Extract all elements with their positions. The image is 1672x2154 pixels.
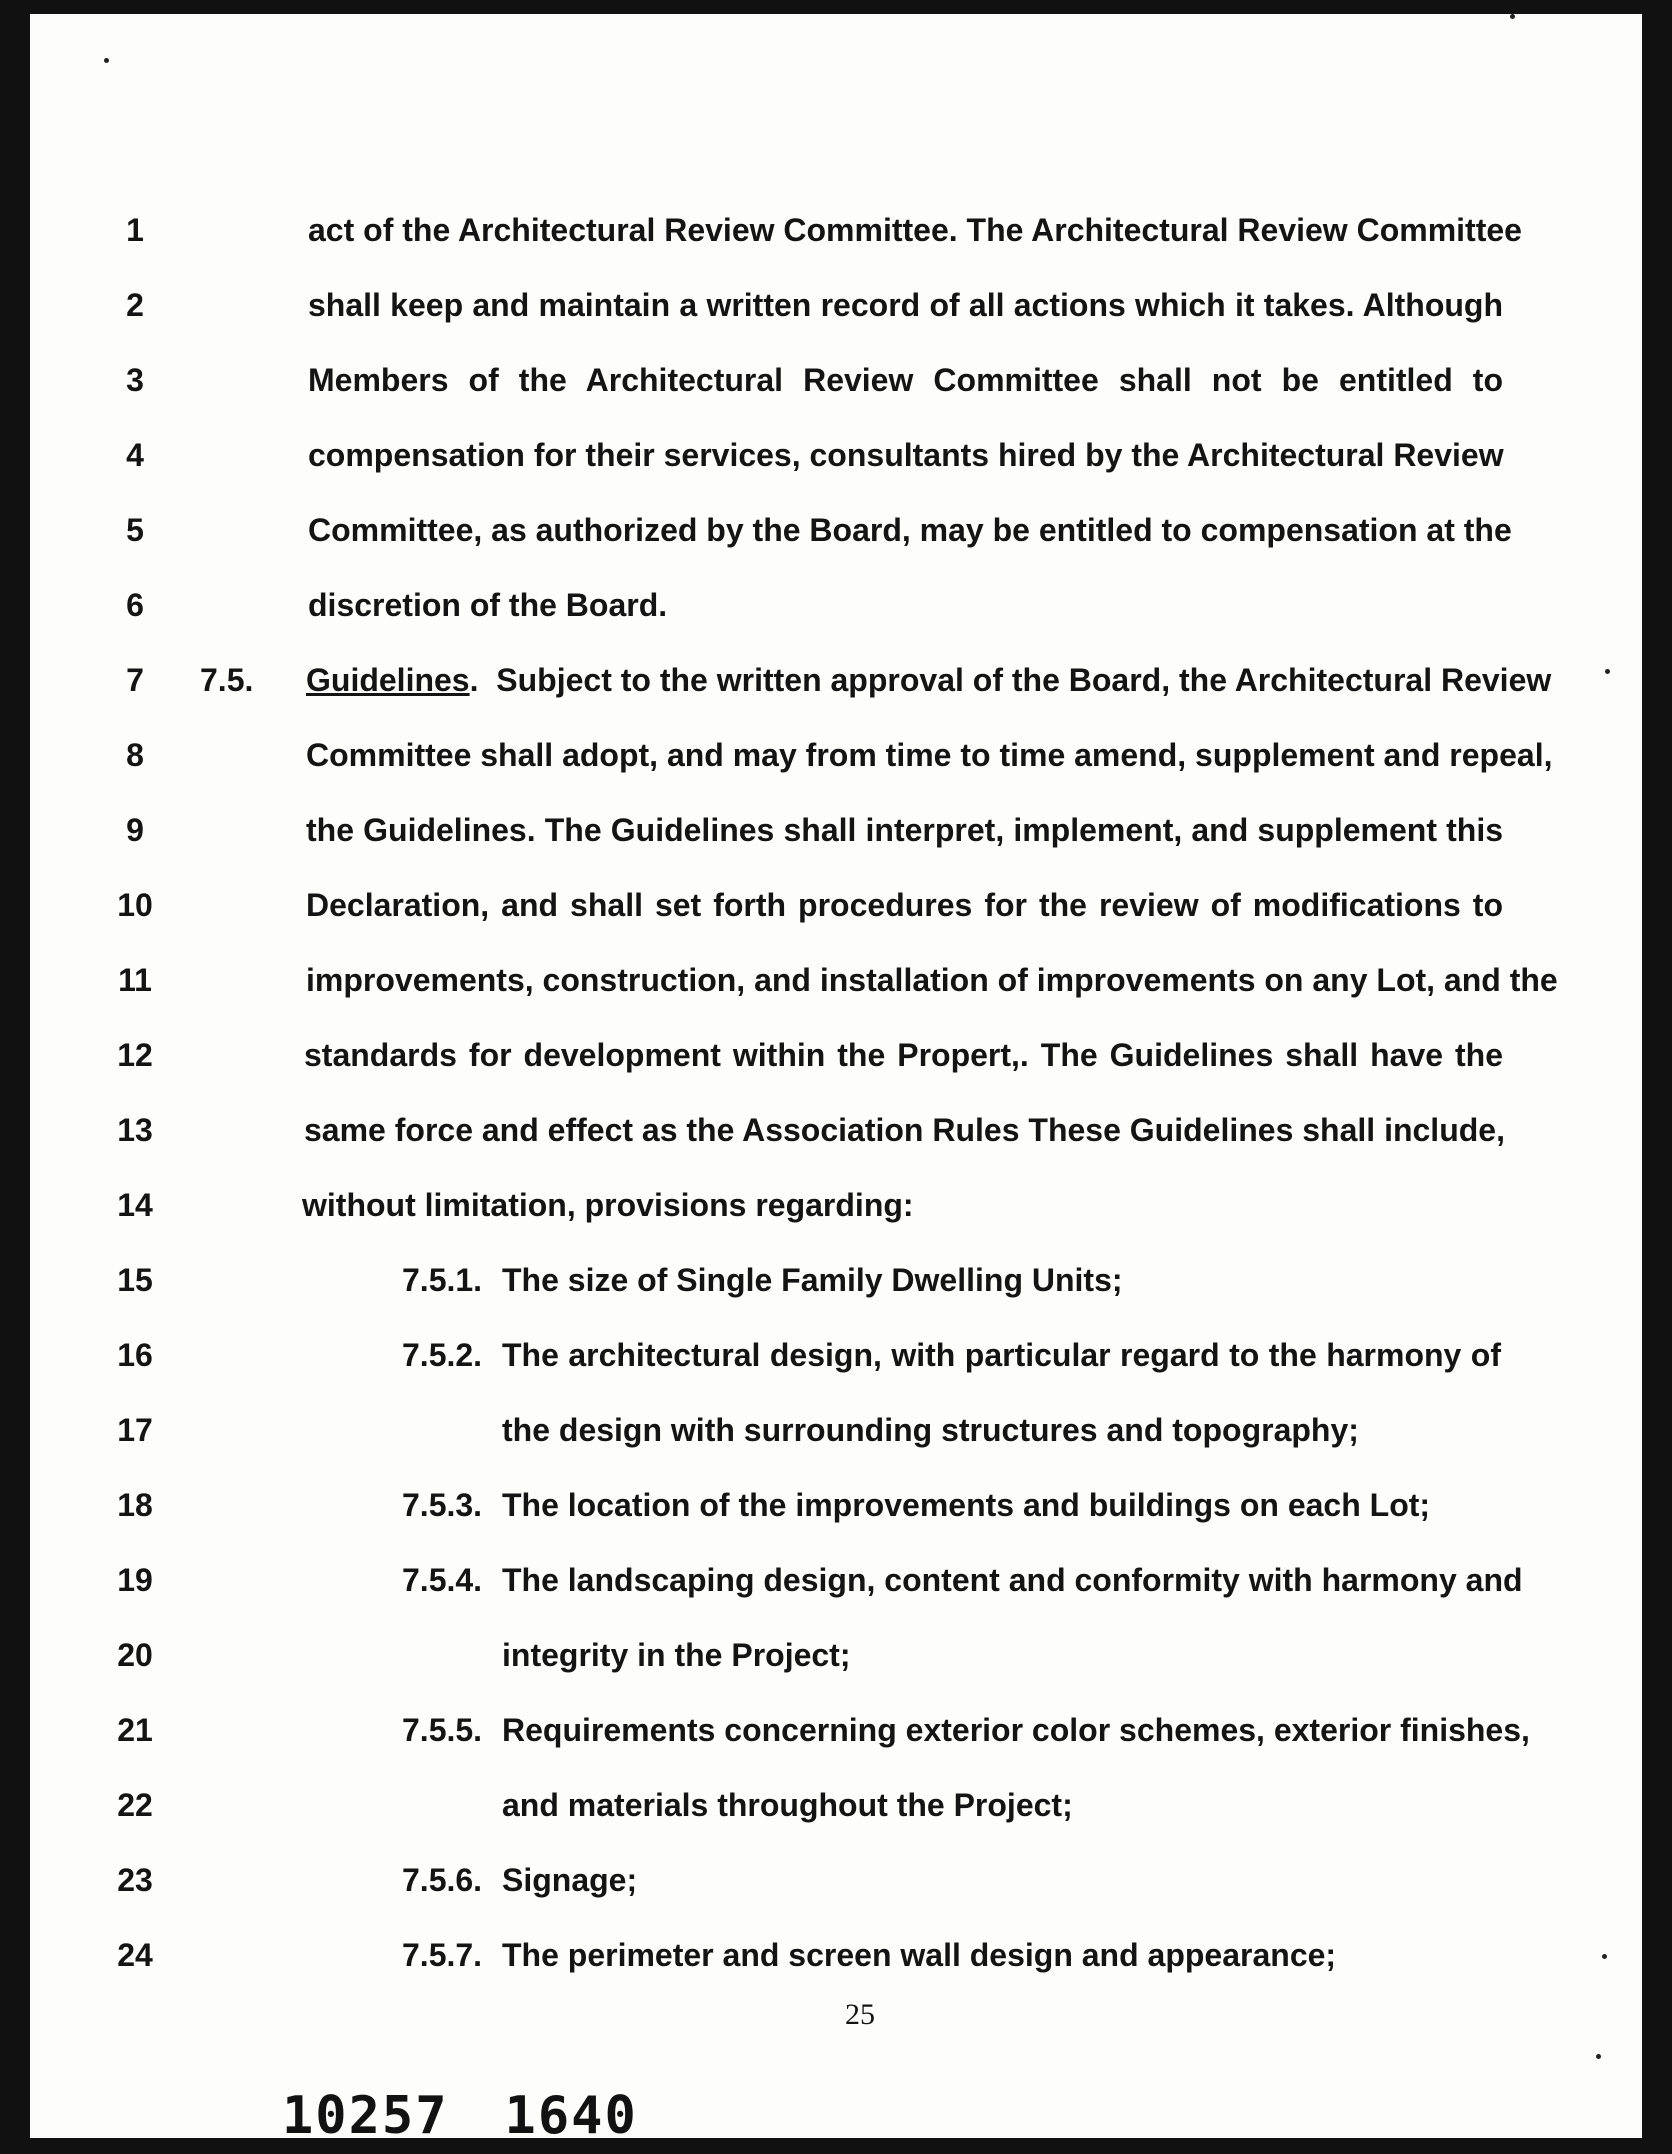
- line-number: 23: [117, 1862, 153, 1898]
- line-number: 19: [117, 1562, 153, 1598]
- body-line: shall keep and maintain a written record of all actions which it takes. Although: [308, 287, 1503, 323]
- body-line: the Guidelines. The Guidelines shall interpret, implement, and supplement this: [306, 812, 1503, 848]
- scan-speck: [104, 58, 109, 63]
- subsection-number: 7.5.1.: [402, 1262, 483, 1298]
- line-number: 11: [118, 962, 152, 998]
- body-line: compensation for their services, consultants hired by the Architectural Review: [308, 437, 1504, 473]
- page-number: 25: [845, 1998, 875, 2031]
- body-line: Members of the Architectural Review Committee shall not be entitled to: [308, 362, 1503, 398]
- body-line: standards for development within the Propert,. The Guidelines shall have the: [304, 1037, 1503, 1073]
- line-number: 7: [126, 662, 144, 698]
- section-number: 7.5.: [200, 662, 254, 698]
- line-number: 16: [117, 1337, 153, 1373]
- body-line: without limitation, provisions regarding:: [302, 1187, 914, 1223]
- subsection-number: 7.5.3.: [402, 1487, 483, 1523]
- line-number: 6: [126, 587, 144, 623]
- stamp-right-number: 1640: [504, 2086, 638, 2138]
- line-number: 4: [126, 437, 144, 473]
- line-number: 9: [126, 812, 144, 848]
- scan-speck: [1510, 14, 1515, 19]
- stamp-left-number: 10257: [282, 2086, 449, 2138]
- list-item-text: and materials throughout the Project;: [502, 1787, 1073, 1823]
- line-number: 13: [117, 1112, 153, 1148]
- scan-speck: [1596, 2054, 1601, 2059]
- document-page: [30, 14, 1642, 2138]
- body-line: Declaration, and shall set forth procedures for the review of modifications to: [306, 887, 1503, 923]
- subsection-number: 7.5.5.: [402, 1712, 483, 1748]
- subsection-number: 7.5.4.: [402, 1562, 483, 1598]
- subsection-number: 7.5.2.: [402, 1337, 483, 1373]
- line-number: 1: [126, 212, 144, 248]
- body-line: Committee shall adopt, and may from time to time amend, supplement and repeal,: [306, 737, 1553, 773]
- list-item-text: The location of the improvements and buildings on each Lot;: [502, 1487, 1431, 1523]
- body-line: act of the Architectural Review Committee. The Architectural Review Committee: [308, 212, 1522, 248]
- list-item-text: the design with surrounding structures and topography;: [502, 1412, 1359, 1448]
- subsection-number: 7.5.6.: [402, 1862, 483, 1898]
- body-line: [306, 662, 1552, 699]
- body-line: same force and effect as the Association Rules These Guidelines shall include,: [304, 1112, 1505, 1148]
- body-line: discretion of the Board.: [308, 587, 668, 623]
- line-number: 10: [117, 887, 153, 923]
- scan-speck: [1605, 669, 1610, 674]
- list-item-text: Requirements concerning exterior color schemes, exterior finishes,: [502, 1712, 1530, 1748]
- line-number: 22: [117, 1787, 153, 1823]
- line-number: 14: [117, 1187, 153, 1223]
- line-number: 17: [117, 1412, 153, 1448]
- subsection-number: 7.5.7.: [402, 1937, 483, 1973]
- list-item-text: The architectural design, with particular regard to the harmony of: [502, 1337, 1501, 1373]
- line-number: 5: [126, 512, 144, 548]
- body-line-rest: . Subject to the written approval of the Board, the Architectural Review: [469, 662, 1552, 698]
- line-number: 12: [117, 1037, 153, 1073]
- body-line: improvements, construction, and installation of improvements on any Lot, and the: [306, 962, 1558, 998]
- line-number: 21: [117, 1712, 153, 1748]
- line-number: 2: [126, 287, 144, 323]
- list-item-text: The perimeter and screen wall design and appearance;: [502, 1937, 1337, 1973]
- line-number: 3: [126, 362, 144, 398]
- line-number: 18: [117, 1487, 153, 1523]
- line-number: 24: [117, 1937, 153, 1973]
- body-line: Committee, as authorized by the Board, may be entitled to compensation at the: [308, 512, 1512, 548]
- list-item-text: integrity in the Project;: [502, 1637, 851, 1673]
- list-item-text: The size of Single Family Dwelling Units;: [502, 1262, 1123, 1298]
- line-number: 8: [126, 737, 144, 773]
- list-item-text: The landscaping design, content and conformity with harmony and: [502, 1562, 1523, 1598]
- line-number: 15: [117, 1262, 153, 1298]
- list-item-text: Signage;: [502, 1862, 638, 1898]
- line-number: 20: [117, 1637, 153, 1673]
- section-heading: Guidelines: [306, 662, 470, 698]
- scan-speck: [1602, 1954, 1607, 1959]
- document-stamp: [282, 2086, 638, 2138]
